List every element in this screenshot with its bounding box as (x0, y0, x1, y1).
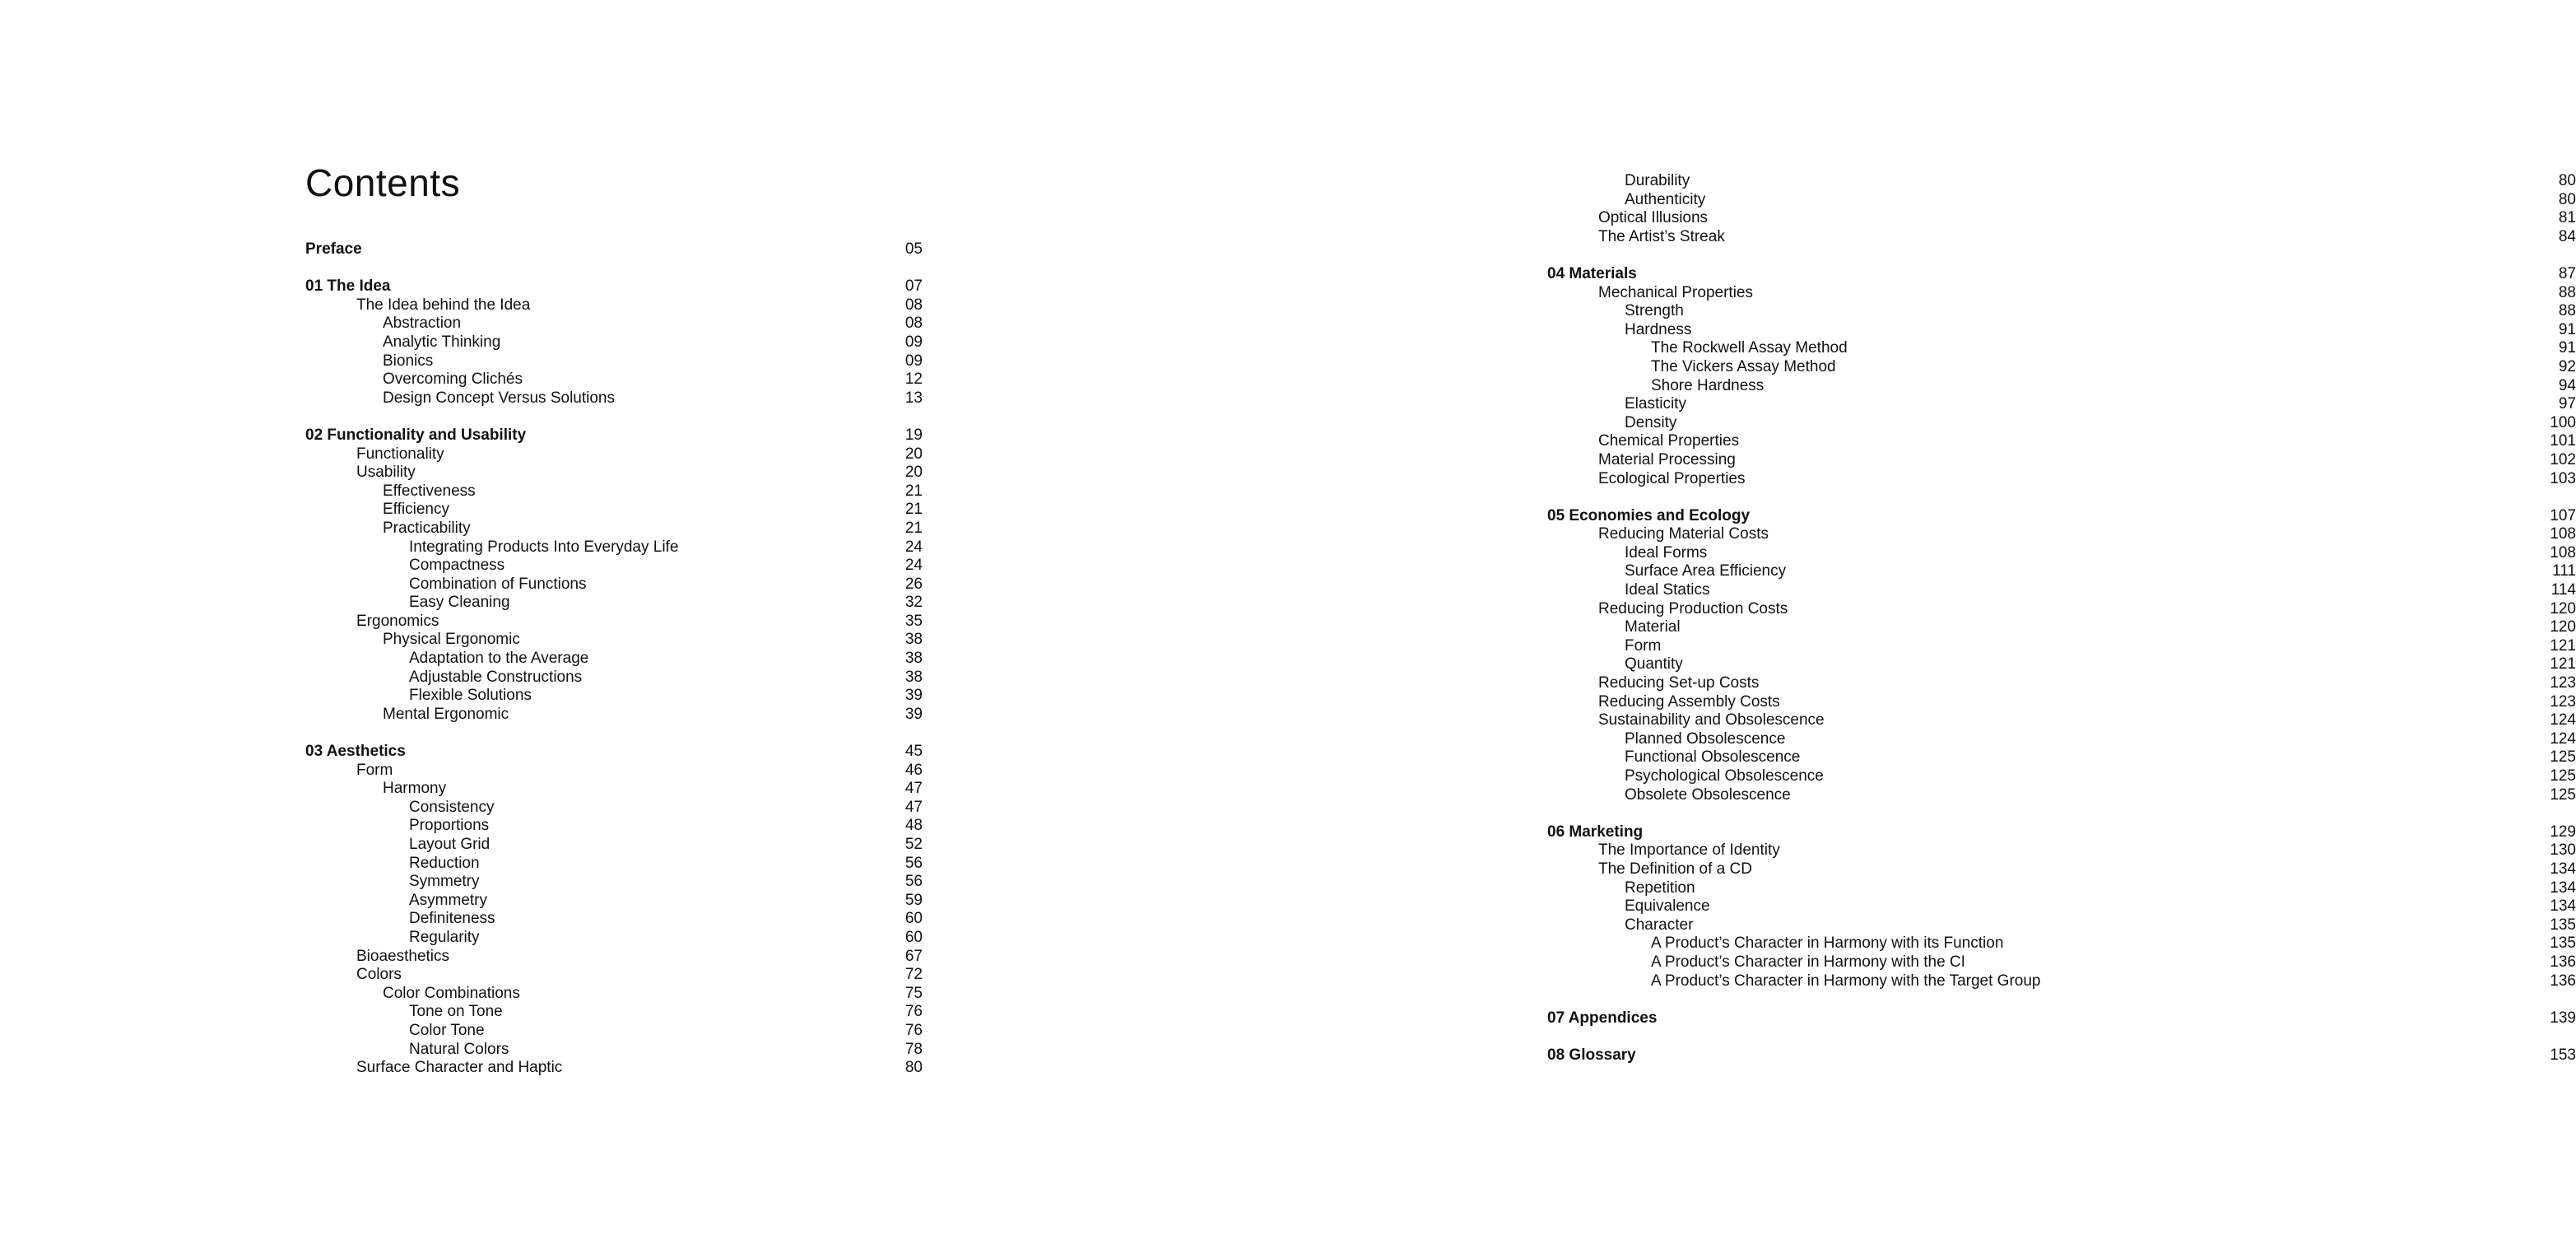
toc-entry (1547, 432, 2576, 451)
toc-entry-label: The Artist’s Streak (1598, 227, 1725, 245)
toc-entry-label: Reducing Set-up Costs (1598, 674, 1760, 692)
toc-entry (1547, 581, 2576, 600)
toc-entry-label: Ideal Forms (1625, 543, 1708, 562)
toc-entry-page-number: 46 (904, 761, 923, 779)
toc-entry-page-number: 120 (2550, 599, 2576, 618)
toc-entry (305, 594, 923, 613)
toc-entry-page-number: 101 (2550, 432, 2576, 450)
toc-entry (305, 743, 923, 762)
toc-entry-label: Ecological Properties (1598, 469, 1746, 487)
toc-entry (1547, 860, 2576, 879)
right-page (1235, 0, 2576, 1235)
toc-entry (1547, 786, 2576, 805)
toc-entry-label: 03 Aesthetics (305, 743, 406, 761)
toc-entry-page-number: 108 (2550, 525, 2576, 543)
toc-entry (305, 352, 923, 371)
toc-entry-page-number: 103 (2550, 469, 2576, 487)
toc-entry-page-number: 56 (904, 873, 923, 891)
toc-entry (1547, 637, 2576, 656)
toc-entry-label: Reducing Material Costs (1598, 525, 1769, 543)
toc-entry-page-number: 21 (904, 501, 923, 519)
toc-entry-label: Functional Obsolescence (1625, 748, 1801, 767)
toc-entry-page-number: 60 (904, 928, 923, 946)
toc-entry (1547, 1046, 2576, 1065)
toc-entry-page-number: 13 (904, 389, 923, 407)
toc-entry-label: Reducing Production Costs (1598, 599, 1788, 618)
toc-entry-page-number: 47 (904, 780, 923, 798)
toc-entry-page-number: 05 (904, 240, 923, 258)
toc-entry-page-number: 124 (2550, 711, 2576, 729)
toc-entry-page-number: 78 (904, 1040, 923, 1058)
toc-entry-page-number: 134 (2550, 860, 2576, 878)
toc-entry (305, 966, 923, 985)
toc-entry-page-number: 80 (2558, 172, 2576, 189)
toc-entry (1547, 972, 2576, 991)
toc-entry-label: Symmetry (409, 873, 480, 891)
toc-entry-label: Equivalence (1625, 897, 1710, 916)
toc-entry (305, 687, 923, 706)
toc-entry-label: Color Tone (409, 1021, 485, 1039)
toc-entry (305, 873, 923, 892)
toc-entry-page-number: 153 (2550, 1046, 2576, 1064)
toc-entry-label: Elasticity (1625, 395, 1686, 413)
toc-entry-page-number: 24 (904, 538, 923, 556)
toc-entry-page-number: 47 (904, 798, 923, 816)
toc-entry-page-number: 135 (2550, 916, 2576, 934)
toc-entry (305, 557, 923, 576)
toc-entry (1547, 525, 2576, 544)
toc-entry-page-number: 76 (904, 1003, 923, 1021)
toc-entry (1547, 748, 2576, 767)
toc-entry-page-number: 12 (904, 370, 923, 389)
toc-entry-page-number: 20 (904, 464, 923, 482)
toc-entry-page-number: 88 (2558, 283, 2576, 301)
toc-list-left (305, 240, 923, 1078)
toc-entry-label: 05 Economies and Ecology (1547, 506, 1751, 524)
toc-entry-label: Chemical Properties (1598, 432, 1740, 450)
toc-entry-page-number: 94 (2558, 376, 2576, 394)
toc-entry-page-number: 38 (904, 668, 923, 686)
toc-entry (1547, 823, 2576, 842)
toc-entry-label: Compactness (409, 557, 505, 575)
toc-entry-page-number: 75 (904, 984, 923, 1002)
toc-entry (305, 817, 923, 836)
toc-entry-page-number: 114 (2550, 581, 2576, 599)
toc-entry (1547, 562, 2576, 581)
toc-entry (1547, 674, 2576, 693)
toc-entry-page-number: 56 (904, 854, 923, 872)
toc-entry-page-number: 102 (2550, 450, 2576, 468)
toc-entry (1547, 228, 2576, 247)
toc-entry (305, 929, 923, 948)
toc-entry-label: Reducing Assembly Costs (1598, 692, 1780, 711)
toc-entry-label: Shore Hardness (1651, 376, 1765, 394)
toc-entry (1547, 544, 2576, 563)
toc-entry-label: Strength (1625, 302, 1684, 320)
toc-entry-page-number: 67 (904, 947, 923, 965)
toc-entry-label: A Product’s Character in Harmony with its Function (1651, 934, 2004, 953)
toc-entry (305, 370, 923, 389)
toc-entry-label: Regularity (409, 928, 480, 946)
left-page (0, 0, 1235, 1235)
toc-entry-label: 02 Functionality and Usability (305, 426, 527, 444)
toc-entry (305, 1059, 923, 1078)
toc-entry-page-number: 108 (2550, 543, 2576, 562)
toc-entry (1547, 414, 2576, 433)
toc-entry-label: The Definition of a CD (1598, 860, 1752, 878)
toc-entry (305, 650, 923, 669)
toc-entry (305, 762, 923, 781)
toc-entry (305, 482, 923, 501)
toc-entry (305, 240, 923, 259)
toc-entry (305, 538, 923, 557)
toc-entry-label: Colors (356, 966, 402, 984)
toc-entry (1547, 879, 2576, 898)
toc-entry (305, 799, 923, 818)
toc-entry-page-number: 76 (904, 1021, 923, 1039)
toc-entry-label: Layout Grid (409, 836, 491, 853)
toc-entry-page-number: 52 (904, 836, 923, 853)
toc-entry-page-number: 130 (2550, 841, 2576, 860)
toc-entry-label: 08 Glossary (1547, 1046, 1636, 1064)
toc-entry (305, 892, 923, 911)
toc-entry-label: Hardness (1625, 320, 1692, 338)
toc-entry-label: Definiteness (409, 910, 495, 928)
toc-entry-label: Easy Cleaning (409, 594, 510, 612)
toc-entry (305, 948, 923, 967)
toc-entry (1547, 655, 2576, 674)
toc-entry (305, 464, 923, 482)
toc-entry-label: Tone on Tone (409, 1003, 503, 1021)
toc-entry-page-number: 09 (904, 352, 923, 370)
toc-entry-page-number: 91 (2558, 320, 2576, 338)
toc-entry-label: Ergonomics (356, 612, 439, 630)
toc-entry-page-number: 125 (2550, 748, 2576, 767)
toc-entry-page-number: 72 (904, 966, 923, 984)
toc-entry-label: Density (1625, 413, 1677, 431)
toc-entry-page-number: 125 (2550, 767, 2576, 785)
toc-entry-page-number: 20 (904, 445, 923, 463)
toc-entry-page-number: 26 (904, 575, 923, 593)
toc-entry (1547, 284, 2576, 303)
toc-entry-page-number: 21 (904, 482, 923, 500)
toc-entry-page-number: 39 (904, 705, 923, 723)
toc-entry-page-number: 60 (904, 910, 923, 928)
toc-entry-label: The Idea behind the Idea (356, 296, 531, 314)
toc-entry (1547, 600, 2576, 619)
toc-entry-label: Integrating Products Into Everyday Life (409, 538, 679, 556)
toc-entry-label: Surface Area Efficiency (1625, 562, 1787, 580)
toc-entry-page-number: 134 (2550, 878, 2576, 897)
toc-entry (1547, 451, 2576, 470)
toc-entry-page-number: 111 (2552, 562, 2576, 580)
toc-entry-label: Consistency (409, 798, 495, 816)
toc-entry (1547, 172, 2576, 191)
toc-entry (305, 855, 923, 874)
toc-entry-page-number: 39 (904, 687, 923, 705)
toc-entry-label: Sustainability and Obsolescence (1598, 711, 1825, 729)
toc-entry-label: Design Concept Versus Solutions (383, 389, 615, 407)
toc-entry-page-number: 38 (904, 631, 923, 649)
toc-entry-page-number: 24 (904, 557, 923, 575)
toc-entry (1547, 730, 2576, 749)
toc-entry (305, 445, 923, 464)
toc-entry-page-number: 81 (2558, 209, 2576, 227)
toc-entry-page-number: 129 (2550, 823, 2576, 841)
toc-entry-page-number: 45 (904, 743, 923, 761)
toc-entry (305, 669, 923, 687)
toc-entry (305, 836, 923, 855)
toc-entry (305, 985, 923, 1004)
toc-entry-label: Obsolete Obsolescence (1625, 785, 1791, 804)
toc-entry (305, 315, 923, 333)
toc-entry-label: Bioaesthetics (356, 947, 450, 965)
toc-entry (305, 780, 923, 799)
toc-entry-label: Ideal Statics (1625, 581, 1710, 599)
toc-entry (1547, 934, 2576, 953)
toc-entry (1547, 395, 2576, 414)
toc-entry-page-number: 92 (2558, 357, 2576, 375)
toc-entry-label: 04 Materials (1547, 264, 1637, 282)
toc-entry-page-number: 125 (2550, 785, 2576, 804)
toc-entry-page-number: 08 (904, 315, 923, 333)
toc-entry-label: Surface Character and Haptic (356, 1059, 563, 1077)
toc-entry (1547, 302, 2576, 321)
toc-entry-page-number: 136 (2550, 972, 2576, 990)
toc-entry-page-number: 91 (2558, 339, 2576, 357)
toc-entry-page-number: 32 (904, 594, 923, 612)
toc-entry-page-number: 35 (904, 612, 923, 630)
toc-entry-label: Material (1625, 618, 1681, 636)
toc-entry-page-number: 139 (2550, 1009, 2576, 1027)
toc-entry-page-number: 100 (2550, 413, 2576, 431)
toc-entry-label: Mechanical Properties (1598, 283, 1753, 301)
toc-entry (305, 389, 923, 408)
toc-entry-label: Material Processing (1598, 450, 1736, 468)
toc-entry-page-number: 135 (2550, 934, 2576, 953)
toc-entry (1547, 339, 2576, 358)
toc-entry-label: Proportions (409, 817, 490, 835)
toc-entry (1547, 191, 2576, 210)
toc-entry (1547, 693, 2576, 712)
toc-entry-label: Preface (305, 240, 362, 258)
toc-entry-label: The Vickers Assay Method (1651, 357, 1836, 375)
toc-entry-label: Mental Ergonomic (383, 705, 509, 723)
toc-entry-label: Optical Illusions (1598, 209, 1709, 227)
toc-entry-label: Functionality (356, 445, 444, 463)
toc-entry-page-number: 19 (904, 426, 923, 444)
toc-entry-page-number: 80 (2558, 190, 2576, 208)
toc-entry (1547, 265, 2576, 284)
toc-entry (305, 296, 923, 315)
toc-entry (1547, 711, 2576, 730)
toc-entry-label: Quantity (1625, 655, 1683, 673)
toc-entry-label: A Product’s Character in Harmony with the Target Group (1651, 972, 2041, 990)
toc-entry-label: Bionics (383, 352, 434, 370)
toc-entry (1547, 507, 2576, 526)
toc-entry (305, 426, 923, 445)
toc-entry-page-number: 121 (2550, 636, 2576, 655)
toc-entry-label: Physical Ergonomic (383, 631, 520, 649)
toc-entry-label: Authenticity (1625, 190, 1706, 208)
toc-entry (305, 520, 923, 538)
toc-entry (305, 1003, 923, 1022)
toc-entry-label: Practicability (383, 519, 471, 537)
toc-entry (1547, 1009, 2576, 1028)
toc-entry-page-number: 21 (904, 519, 923, 537)
toc-entry-label: Reduction (409, 854, 480, 872)
toc-list-right (1547, 172, 2576, 1065)
toc-entry-page-number: 107 (2550, 506, 2576, 524)
toc-entry-label: Durability (1625, 172, 1690, 189)
toc-entry-label: The Rockwell Assay Method (1651, 339, 1848, 357)
toc-entry-label: Natural Colors (409, 1040, 509, 1058)
toc-entry-page-number: 48 (904, 817, 923, 835)
toc-entry-label: Usability (356, 464, 416, 482)
toc-entry-page-number: 134 (2550, 897, 2576, 916)
toc-entry-label: Combination of Functions (409, 575, 587, 593)
toc-entry-page-number: 121 (2550, 655, 2576, 673)
toc-entry-page-number: 88 (2558, 302, 2576, 320)
toc-entry-page-number: 07 (904, 277, 923, 296)
toc-entry (305, 576, 923, 594)
toc-entry-label: Form (1625, 636, 1662, 655)
toc-entry-label: Efficiency (383, 501, 449, 519)
toc-entry-page-number: 80 (904, 1059, 923, 1077)
toc-entry-label: Character (1625, 916, 1694, 934)
toc-entry (1547, 377, 2576, 396)
toc-entry-label: 01 The Idea (305, 277, 391, 296)
toc-entry (305, 1041, 923, 1060)
toc-entry-label: Adaptation to the Average (409, 650, 589, 668)
toc-entry-label: Harmony (383, 780, 447, 798)
toc-entry-label: Planned Obsolescence (1625, 729, 1786, 748)
toc-entry-label: Color Combinations (383, 984, 520, 1002)
toc-entry-label: Effectiveness (383, 482, 476, 500)
toc-entry (1547, 953, 2576, 972)
toc-entry (305, 333, 923, 352)
toc-entry-page-number: 08 (904, 296, 923, 314)
toc-entry (305, 910, 923, 929)
toc-entry (1547, 897, 2576, 916)
toc-entry (305, 613, 923, 631)
toc-entry (1547, 841, 2576, 860)
toc-entry-label: Adjustable Constructions (409, 668, 583, 686)
toc-entry-page-number: 38 (904, 650, 923, 668)
toc-entry (1547, 767, 2576, 786)
toc-entry-page-number: 123 (2550, 692, 2576, 711)
toc-entry-label: Asymmetry (409, 891, 487, 909)
toc-entry-label: Analytic Thinking (383, 333, 501, 351)
toc-entry-page-number: 120 (2550, 618, 2576, 636)
toc-entry-label: Overcoming Clichés (383, 370, 523, 389)
page-title: Contents (305, 161, 461, 204)
toc-entry-label: A Product’s Character in Harmony with the CI (1651, 953, 1965, 971)
toc-entry (305, 631, 923, 650)
toc-entry-label: 06 Marketing (1547, 823, 1644, 841)
toc-entry-label: Abstraction (383, 315, 462, 333)
toc-entry (1547, 618, 2576, 637)
toc-entry (305, 277, 923, 296)
toc-entry (1547, 358, 2576, 377)
toc-entry-page-number: 136 (2550, 953, 2576, 971)
toc-entry (1547, 321, 2576, 340)
toc-entry (1547, 209, 2576, 228)
toc-entry (305, 1022, 923, 1041)
toc-entry-page-number: 87 (2558, 264, 2576, 282)
toc-entry (1547, 916, 2576, 935)
toc-entry-page-number: 97 (2558, 395, 2576, 413)
toc-entry-page-number: 59 (904, 891, 923, 909)
toc-entry-label: Psychological Obsolescence (1625, 767, 1824, 785)
toc-entry-page-number: 124 (2550, 729, 2576, 748)
toc-entry-label: 07 Appendices (1547, 1009, 1658, 1027)
toc-entry-page-number: 123 (2550, 674, 2576, 692)
toc-entry (305, 706, 923, 725)
toc-entry-label: Repetition (1625, 878, 1695, 897)
toc-entry-page-number: 09 (904, 333, 923, 351)
toc-entry-label: The Importance of Identity (1598, 841, 1780, 860)
toc-entry-page-number: 84 (2558, 227, 2576, 245)
toc-entry (1547, 470, 2576, 489)
toc-entry-label: Form (356, 761, 393, 779)
toc-entry-label: Flexible Solutions (409, 687, 532, 705)
toc-entry (305, 501, 923, 520)
